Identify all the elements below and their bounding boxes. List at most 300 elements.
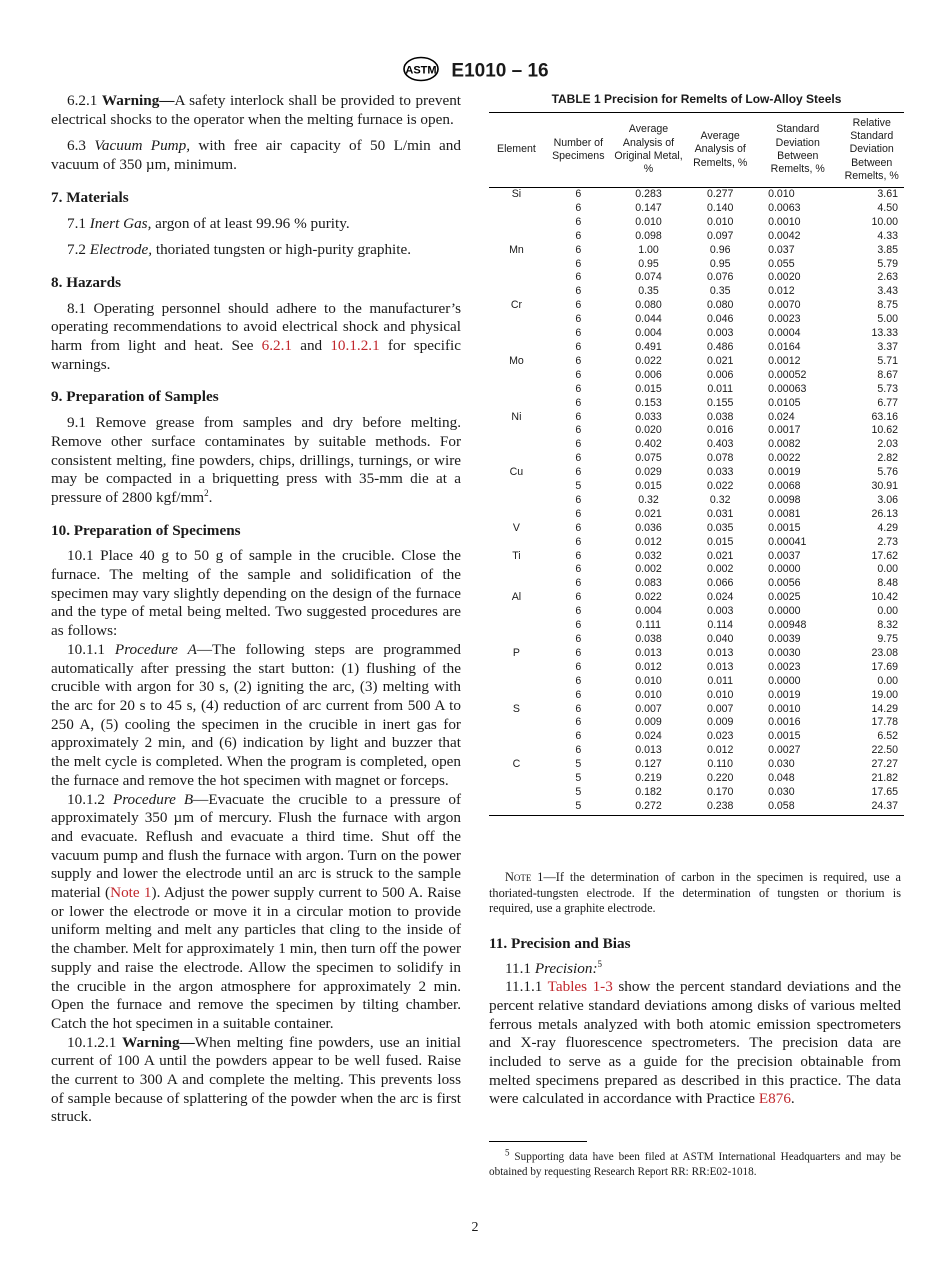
footnote-divider [489,1141,587,1142]
cell-average-remelts: 0.016 [706,424,734,437]
cell-element: Mn [509,243,524,256]
header-relative-standard-deviation: Relative Standard Deviation Between Remelts, % [839,113,904,188]
header-element: Element [489,113,544,188]
link-10-1-2-1[interactable]: 10.1.2.1 [330,337,380,355]
cell-average-original: 0.024 [635,730,662,743]
cell-specimens: 6 [575,452,582,465]
cell-specimens: 6 [575,493,582,506]
cell-average-remelts: 0.486 [706,340,734,353]
section-number: 7.1 [67,214,86,232]
section-text: When melting fine powders, use an initial current of 100 A until the powders appear to be well fused. Raise the current to 300 A and complete the melting. This prevents loss of sample because of splattering of the powder when the arc is first struck. [51,1033,462,1126]
cell-average-original: 0.015 [635,480,662,493]
cell-relative-std-dev: 17.65 [871,785,898,798]
cell-relative-std-dev: 10.00 [871,215,898,228]
cell-average-original: 0.491 [635,340,662,353]
table-row [489,591,904,605]
cell-specimens: 5 [575,785,582,798]
cell-specimens: 6 [575,438,582,451]
cell-specimens: 6 [575,188,582,200]
table-row [489,466,904,480]
table-row [489,258,904,272]
section-term: Electrode, [89,241,153,259]
table-row [489,271,904,285]
table-body [489,188,904,816]
warning-label: Warning— [122,1033,195,1051]
table-row [489,536,904,550]
cell-average-original: 0.283 [635,188,662,200]
section-10-1: 10.1 Place 40 g to 50 g of sample in the crucible. Close the furnace. The melting of the sample and solidification of the specimen may vary slightly depending on the design of the furnace and the type of metal being melted. Two suggested procedures are as follows: [51,547,461,640]
cell-element: Mo [509,354,524,367]
section-term: Inert Gas, [89,214,152,232]
cell-standard-deviation: 0.0039 [768,633,801,645]
section-number: 7.2 [67,241,86,259]
table-row [489,744,904,758]
header-average-remelts: Average Analysis of Remelts, % [684,113,756,188]
cell-relative-std-dev: 3.85 [877,243,898,256]
cell-average-original: 0.95 [638,257,659,270]
cell-standard-deviation: 0.0030 [768,646,801,659]
cell-average-remelts: 0.038 [706,410,734,423]
warning-label: Warning— [101,92,175,109]
cell-specimens: 6 [575,382,582,395]
table-row [489,299,904,313]
cell-average-original: 0.127 [635,758,662,771]
cell-average-original: 0.021 [635,507,662,520]
cell-relative-std-dev: 3.43 [877,285,898,298]
cell-average-original: 0.182 [635,785,662,798]
section-number: 6.3 [67,137,86,155]
cell-standard-deviation: 0.0081 [768,507,801,520]
table-row [489,675,904,689]
cell-specimens: 6 [575,368,582,381]
cell-element [489,271,544,285]
cell-standard-deviation: 0.0010 [768,215,801,228]
cell-average-original: 0.032 [635,549,662,562]
cell-relative-std-dev: 2.03 [877,438,898,451]
cell-standard-deviation: 0.0105 [768,396,801,409]
cell-average-original: 0.029 [635,466,662,479]
cell-relative-std-dev: 4.29 [877,521,898,534]
table-row [489,550,904,564]
table-row [489,230,904,244]
cell-specimens: 6 [575,285,582,298]
cell-specimens: 6 [575,271,582,284]
cell-standard-deviation: 0.00948 [768,619,807,632]
section-number: 10.1.2 [67,790,105,808]
cell-standard-deviation: 0.0082 [768,438,801,451]
cell-average-remelts: 0.155 [706,396,734,409]
cell-standard-deviation: 0.0068 [768,480,801,493]
astm-logo-icon [401,56,441,87]
link-e876[interactable]: E876 [758,1090,791,1108]
table-row [489,341,904,355]
cell-average-original: 0.033 [635,410,662,423]
cell-element: Cr [510,299,523,312]
cell-element [489,675,544,689]
cell-average-original: 0.015 [635,382,662,395]
cell-average-remelts: 0.009 [706,716,734,729]
cell-specimens: 6 [575,591,582,604]
cell-standard-deviation: 0.030 [768,758,795,771]
cell-standard-deviation: 0.0017 [768,424,801,437]
cell-element [489,313,544,327]
cell-standard-deviation: 0.055 [768,257,795,270]
cell-average-remelts: 0.403 [706,438,734,451]
cell-average-remelts: 0.006 [706,368,734,381]
cell-average-remelts: 0.076 [706,271,734,284]
cell-average-original: 0.010 [635,215,662,228]
cell-relative-std-dev: 9.75 [877,633,898,645]
cell-specimens: 6 [575,563,582,576]
cell-average-original: 0.010 [635,688,662,701]
cell-specimens: 6 [575,340,582,353]
cell-element [489,786,544,800]
cell-specimens: 5 [575,758,582,771]
section-text: . [790,1090,795,1108]
cell-relative-std-dev: 0.00 [877,563,898,576]
table-row [489,730,904,744]
cell-element [489,285,544,299]
cell-average-remelts: 0.96 [709,243,731,256]
cell-relative-std-dev: 5.76 [877,466,898,479]
cell-specimens: 5 [575,480,582,493]
section-term: Procedure A [114,640,197,658]
heading-precision-and-bias: 11. Precision and Bias [489,934,631,952]
section-text: 8.1 Operating personnel should adhere to the manufacturer’s operating recommendations to avoid electrical shock and physical harm from light and heat. See [51,299,461,355]
table-row [489,397,904,411]
cell-relative-std-dev: 5.71 [877,354,898,367]
cell-specimens: 6 [575,313,582,326]
table-row [489,369,904,383]
cell-standard-deviation: 0.0019 [768,688,801,701]
table-row [489,383,904,397]
cell-average-original: 0.074 [635,271,662,284]
cell-relative-std-dev: 3.06 [877,493,898,506]
cell-relative-std-dev: 8.48 [877,577,898,590]
cell-relative-std-dev: 2.82 [877,452,898,465]
footnote-ref[interactable]: 5 [597,958,603,969]
cell-specimens: 6 [575,605,582,618]
table-row [489,647,904,661]
cell-standard-deviation: 0.0037 [768,549,801,562]
cell-relative-std-dev: 14.29 [871,702,898,715]
cell-average-original: 0.022 [635,354,662,367]
link-tables-1-3[interactable]: Tables 1-3 [547,978,613,996]
cell-relative-std-dev: 5.79 [877,257,898,270]
cell-element [489,661,544,675]
cell-average-original: 0.153 [635,396,662,409]
cell-element [489,216,544,230]
cell-relative-std-dev: 3.61 [877,188,898,200]
section-text: and [292,337,331,355]
section-10-1-1 [51,641,461,791]
cell-specimens: 6 [575,229,582,242]
section-number: 11.1.1 [505,978,543,996]
cell-specimens: 6 [575,521,582,534]
cell-specimens: 6 [575,257,582,270]
cell-element: Si [511,188,522,200]
table-row [489,563,904,577]
cell-average-original: 0.098 [635,229,662,242]
cell-average-original: 0.219 [635,772,662,785]
cell-specimens: 6 [575,646,582,659]
header-average-original: Average Analysis of Original Metal, % [613,113,685,188]
cell-relative-std-dev: 17.62 [871,549,898,562]
section-text: for specific warnings. [51,337,461,373]
cell-standard-deviation: 0.0027 [768,744,801,757]
cell-average-remelts: 0.170 [706,785,734,798]
cell-average-remelts: 0.021 [706,549,734,562]
table-row [489,522,904,536]
footnote-5 [489,1147,901,1179]
cell-relative-std-dev: 6.77 [877,396,898,409]
cell-relative-std-dev: 2.73 [877,535,898,548]
section-11-1 [489,960,901,979]
table-row [489,716,904,730]
cell-specimens: 6 [575,507,582,520]
table-title: TABLE 1 Precision for Remelts of Low-Alloy Steels [551,92,842,106]
heading-materials: 7. Materials [51,188,129,206]
section-6-3 [51,137,461,174]
cell-relative-std-dev: 27.27 [871,758,898,771]
cell-average-original: 0.35 [638,285,659,298]
section-text: 9.1 Remove grease from samples and dry before melting. Remove other surface contaminates by suitable methods. For consistent melting, fine powders, chips, drillings, turnings, or wire may be compacted in a briquetting press with 35-mm die at a pressure of 2800 kgf/mm [51,414,461,506]
table-row [489,327,904,341]
cell-average-original: 0.111 [636,619,661,632]
cell-element [489,508,544,522]
cell-standard-deviation: 0.0012 [768,354,801,367]
cell-standard-deviation: 0.0010 [768,702,801,715]
cell-element [489,230,544,244]
cell-element [489,730,544,744]
footnote-number: 5 [505,1147,510,1158]
cell-average-original: 0.006 [635,368,662,381]
cell-specimens: 6 [575,688,582,701]
cell-average-remelts: 0.010 [706,688,734,701]
cell-average-remelts: 0.140 [706,201,734,214]
cell-element [489,424,544,438]
link-6-2-1[interactable]: 6.2.1 [261,337,293,355]
table-row [489,508,904,522]
section-term: Precision: [534,959,598,977]
cell-standard-deviation: 0.0070 [768,299,801,312]
cell-element: C [512,758,521,771]
cell-relative-std-dev: 6.52 [877,730,898,743]
cell-element [489,619,544,633]
cell-average-original: 0.004 [635,605,662,618]
cell-standard-deviation: 0.058 [756,800,839,816]
section-text: ). Adjust the power supply current to 500 A. Raise or lower the electrode or move it in a circular motion to provide uniform melting and melt any particles that cling to the inside of the chamber. Melt for approximately 1 min, then turn off the power supply and raise the electrode. Allow the specimen to solidify in the crucible in the argon atmosphere for approximately 2 min. Open the furnace and remove the specimen by tilting chamber. Catch the hot specimen in a suitable container. [51,884,461,1032]
cell-specimens: 6 [575,730,582,743]
section-6-2-1 [51,92,461,129]
cell-specimens: 6 [575,744,582,757]
section-text: thoriated tungsten or high-purity graphite. [152,241,412,259]
table-row [489,633,904,647]
section-number: 10.1.1 [67,640,105,658]
cell-average-remelts: 0.238 [684,800,756,816]
cell-element: S [512,702,520,715]
cell-relative-std-dev: 4.50 [877,201,898,214]
cell-specimens: 6 [575,633,582,645]
cell-standard-deviation: 0.0000 [768,605,801,618]
header-standard-deviation: Standard Deviation Between Remelts, % [756,113,839,188]
footnote-text: Supporting data have been filed at ASTM International Headquarters and may be obtained by requesting Research Report RR: RR:E02-1018. [489,1151,901,1178]
cell-relative-std-dev: 2.63 [877,271,898,284]
cell-standard-deviation: 0.030 [768,785,795,798]
heading-preparation-of-samples: 9. Preparation of Samples [51,388,219,406]
cell-average-remelts: 0.011 [707,674,734,687]
cell-average-original: 0.007 [635,702,662,715]
cell-element [489,772,544,786]
cell-average-remelts: 0.031 [706,507,734,520]
note-text: —If the determination of carbon in the specimen is required, use a thoriated-tungsten electrode. If the determination of tungsten or thorium is required, use a graphite electrode. [489,870,901,915]
cell-element: Ti [512,549,521,562]
section-text: A safety interlock shall be provided to prevent electrical shocks to the operator when the melting furnace is open. [51,92,462,128]
table-row [489,661,904,675]
note-label: Note 1 [505,870,544,884]
cell-element: Al [511,591,522,604]
section-text: with free air capacity of 50 L/min and vacuum of 350 µm, minimum. [51,137,461,174]
section-text: argon of at least 99.96 % purity. [151,214,350,232]
cell-element [489,327,544,341]
cell-average-remelts: 0.35 [709,285,731,298]
table-row [489,355,904,369]
cell-standard-deviation: 0.0098 [768,493,801,506]
cell-average-original: 0.080 [635,299,662,312]
cell-specimens: 6 [575,702,582,715]
section-number: 11.1 [505,959,532,977]
table-row [489,244,904,258]
cell-average-remelts: 0.035 [706,521,734,534]
cell-relative-std-dev: 30.91 [871,480,898,493]
cell-average-remelts: 0.033 [706,466,734,479]
cell-relative-std-dev: 8.75 [877,299,898,312]
cell-average-original: 0.004 [635,327,662,340]
cell-element [489,800,544,816]
cell-specimens: 6 [575,424,582,437]
cell-element [489,494,544,508]
cell-average-original: 0.013 [635,744,662,757]
table-row [489,800,904,816]
cell-relative-std-dev: 17.69 [871,660,898,673]
cell-relative-std-dev: 5.73 [877,382,898,395]
cell-average-original: 0.038 [635,633,662,645]
cell-standard-deviation: 0.0056 [768,577,801,590]
cell-average-original: 0.272 [613,800,685,816]
section-number: 10.1.2.1 [67,1033,117,1051]
logo-text: ASTM [405,64,437,77]
cell-element [489,536,544,550]
cell-relative-std-dev: 8.32 [877,619,898,632]
cell-average-original: 0.402 [635,438,662,451]
cell-relative-std-dev: 0.00 [877,605,898,618]
cell-relative-std-dev: 21.82 [871,772,898,785]
cell-specimens: 6 [575,716,582,729]
cell-standard-deviation: 0.0023 [768,313,801,326]
section-10-1-2-1 [51,1034,461,1128]
section-term: Vacuum Pump, [94,137,191,155]
cell-standard-deviation: 0.00052 [768,368,807,381]
cell-average-original: 0.002 [635,563,662,576]
left-column [51,92,461,1127]
cell-average-original: 0.012 [635,660,662,673]
cell-element [489,258,544,272]
cell-relative-std-dev: 19.00 [871,688,898,701]
cell-standard-deviation: 0.0015 [768,521,801,534]
cell-average-original: 0.009 [635,716,662,729]
cell-standard-deviation: 0.0000 [768,674,801,687]
section-7-1 [51,215,461,234]
cell-standard-deviation: 0.0000 [768,563,801,576]
right-column [489,870,901,1179]
table-row [489,285,904,299]
cell-element [489,480,544,494]
cell-average-remelts: 0.013 [706,646,734,659]
cell-standard-deviation: 0.0025 [768,591,801,604]
table-row [489,202,904,216]
cell-element [489,341,544,355]
cell-average-remelts: 0.097 [706,229,734,242]
section-number: 6.2.1 [67,92,98,109]
cell-average-original: 0.036 [635,521,662,534]
cell-element [489,452,544,466]
table-row [489,786,904,800]
section-term: Procedure B [112,790,194,808]
section-9-1 [51,414,461,508]
table-row [489,313,904,327]
cell-average-remelts: 0.013 [706,660,734,673]
section-text: —Evacuate the crucible to a pressure of approximately 350 µm of mercury. Flush the furnace with argon and evacuate. Reflush and evacuate a third time. Shut off the vacuum pump and flush the furnace with argon. Turn on the power supply and lower the electrode until an arc is struck to the sample material ( [51,790,462,902]
cell-specimens: 5 [544,800,613,816]
table-row [489,411,904,425]
cell-average-original: 0.044 [635,313,662,326]
cell-standard-deviation: 0.010 [768,188,795,200]
cell-specimens: 6 [575,660,582,673]
cell-specimens: 6 [575,619,582,632]
cell-element [489,689,544,703]
table-row [489,424,904,438]
cell-average-remelts: 0.012 [706,744,734,757]
cell-average-remelts: 0.080 [706,299,734,312]
table-row [489,188,904,202]
cell-element [489,438,544,452]
cell-standard-deviation: 0.00063 [768,382,807,395]
cell-standard-deviation: 0.00041 [768,535,807,548]
cell-relative-std-dev: 10.42 [871,591,898,604]
cell-standard-deviation: 0.012 [768,285,795,298]
cell-average-remelts: 0.078 [706,452,734,465]
cell-standard-deviation: 0.0016 [768,716,801,729]
cell-relative-std-dev: 0.00 [877,674,898,687]
cell-standard-deviation: 0.0004 [768,327,801,340]
table-row [489,216,904,230]
heading-preparation-of-specimens: 10. Preparation of Specimens [51,521,241,539]
cell-specimens: 6 [575,243,582,256]
cell-average-remelts: 0.114 [707,619,734,632]
cell-average-original: 0.022 [635,591,662,604]
table-row [489,758,904,772]
link-note-1[interactable]: Note 1 [110,884,152,902]
cell-relative-std-dev: 24.37 [839,800,904,816]
cell-average-original: 0.075 [635,452,662,465]
cell-element: V [512,521,520,534]
cell-average-original: 0.012 [635,535,662,548]
document-id: E1010 – 16 [451,60,549,82]
cell-average-original: 0.32 [638,493,659,506]
table-row [489,605,904,619]
cell-standard-deviation: 0.0019 [768,466,801,479]
heading-hazards: 8. Hazards [51,273,122,291]
